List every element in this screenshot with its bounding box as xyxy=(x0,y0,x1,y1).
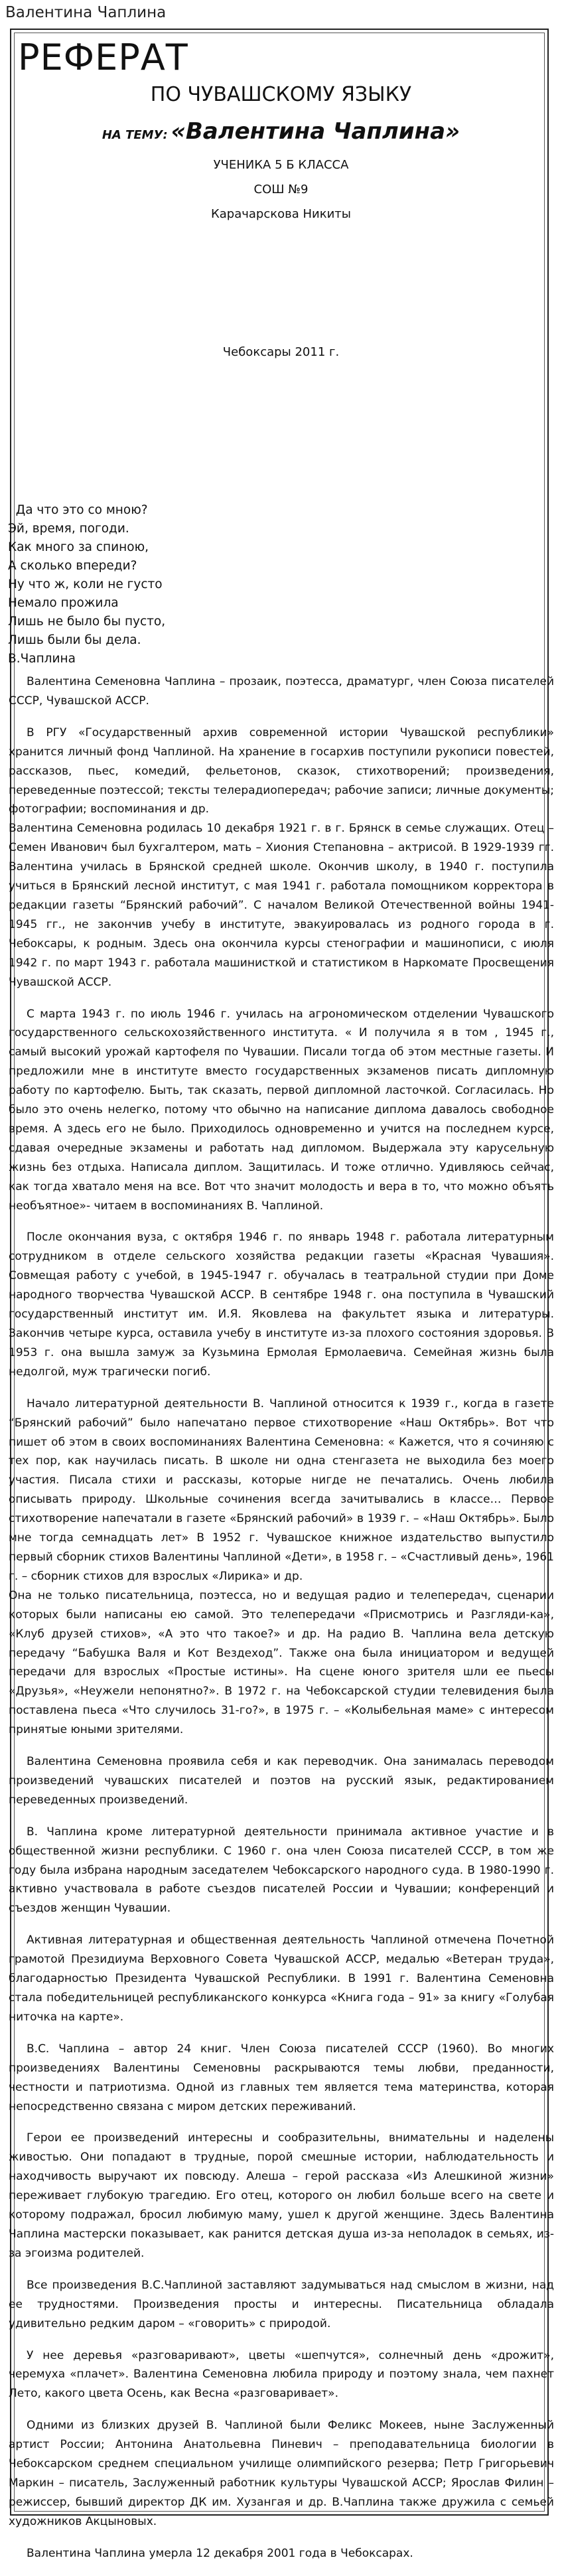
paragraph: Одними из близких друзей В. Чаплиной были Феликс Мокеев, ныне Заслуженный артист России; Антонина Анатольевна Пиневич – преподавательница биологии в Чебоксарском среднем специальном училище олимпийского резерва; Петр Григорьевич Маркин – писатель, Заслуженный работник культуры Чувашской АССР; Ярослав Филин – режиссер, бывший директор ДК им. Хузангая и др. В.Чаплина также дружила с семьей художников Акцыновых. xyxy=(9,2419,554,2528)
referat-heading: РЕФЕРАТ xyxy=(18,37,188,78)
city-year-line: Чебоксары 2011 г. xyxy=(222,345,340,359)
paragraph: В.С. Чаплина – автор 24 книг. Член Союза писателей СССР (1960). Во многих произведениях Валентины Семеновны раскрываются темы любви, преданности, честности и патриотизма. Одной из главных тем является тема материнства, которая непосредственно связана с миром детских переживаний. xyxy=(9,2042,554,2113)
paragraph: Валентина Семеновна проявила себя и как переводчик. Она занималась переводом произведений чувашских писателей и поэтов на русский язык, редактированием переведенных произведений. xyxy=(9,1755,554,1807)
theme-label: НА ТЕМУ: xyxy=(102,128,168,142)
paragraph: Активная литературная и общественная деятельность Чаплиной отмечена Почетной грамотой Президиума Верховного Совета Чувашской АССР, медалью «Ветеран труда», благодарностью Президента Чувашской Республики. В 1991 г. Валентина Семеновна стала победительницей республиканского конкурса «Книга года – 91» за книгу «Голубая ниточка на карте». xyxy=(9,1933,554,2024)
epigraph-poem: Да что это со мною? Эй, время, погоди. Как много за спиною, А сколько впереди? Ну что ж, коли не густо Немало прожила Лишь не было бы пусто, Лишь были бы дела. В.Чаплина xyxy=(8,503,166,666)
paragraph: Все произведения В.С.Чаплиной заставляют задумываться над смыслом в жизни, над ее трудностями. Произведения просты и интересны. Писательница обладала удивительно редким даром – «говорить» с природой. xyxy=(9,2278,554,2330)
document-title: Валентина Чаплина xyxy=(5,4,167,21)
paragraph: Валентина Семеновна Чаплина – прозаик, поэтесса, драматург, член Союза писателей СССР, Чувашской АССР. xyxy=(9,675,554,708)
article-body xyxy=(9,672,554,2576)
author-line: Карачарскова Никиты xyxy=(211,207,351,221)
theme-name: «Валентина Чаплина» xyxy=(171,118,460,145)
grade-line: УЧЕНИКА 5 Б КЛАССА xyxy=(213,158,349,172)
paragraph: В. Чаплина кроме литературной деятельности принимала активное участие и в общественной жизни республики. С 1960 г. она член Союза писателей СССР, в том же году была избрана народным заседателем Чебоксарского народного суда. В 1980-1990 г. активно участвовала в работе съездов писателей России и Чувашии; конференций и съездов женщин Чувашии. xyxy=(9,1825,554,1916)
paragraph: С марта 1943 г. по июль 1946 г. училась на агрономическом отделении Чувашского государственного сельскохозяйственного института. « И получила я в том , 1945 г., самый высокий урожай картофеля по Чувашии. Писали тогда об этом местные газеты. И предложили мне в институте вместо государственных экзаменов писать дипломную работу по картофелю. Быть, так сказать, первой дипломной ласточкой. Согласилась. Но было это очень нелегко, потому что обычно на написание диплома давалось свободное время. А здесь его не было. Приходилось одновременно и учится на последнем курсе, сдавая очередные экзамены и работать над дипломом. Выдержала эту карусельную жизнь без отдыха. Написала диплом. Защитилась. И тоже отлично. Удивляюсь сейчас, как тогда хватало меня на все. Вот что значит молодость и вера в то, что можно объять необъятное»- читаем в воспоминаниях В. Чаплиной. xyxy=(9,1007,554,1213)
paragraph: После окончания вуза, с октября 1946 г. по январь 1948 г. работала литературным сотрудником в отделе сельского хозяйства редакции газеты «Красная Чувашия». Совмещая работу с учебой, в 1945-1947 г. обучалась в театральной студии при Доме народного творчества Чувашской АССР. В сентябре 1948 г. она поступила в Чувашский государственный институт им. И.Я. Яковлева на факультет языка и литературы. Закончив четыре курса, оставила учебу в институте из-за плохого состояния здоровья. В 1953 г. она вышла замуж за Кузьмина Ермолая Ермолаевича. Семейная жизнь была недолгой, муж трагически погиб. xyxy=(9,1231,554,1379)
paragraph: Валентина Чаплина умерла 12 декабря 2001 года в Чебоксарах. xyxy=(27,2546,413,2560)
paragraph: У нее деревья «разговаривают», цветы «шепчутся», солнечный день «дрожит», черемуха «плачет». Валентина Семеновна любила природу и поэтому знала, чем пахнет Лето, какого цвета Осень, как Весна «разговаривает». xyxy=(9,2348,554,2401)
paragraph: Начало литературной деятельности В. Чаплиной относится к 1939 г., когда в газете “Брянский рабочий” было напечатано первое стихотворение «Наш Октябрь». Вот что пишет об этом в своих воспоминаниях Валентина Семеновна: « Кажется, что я сочиняю с тех пор, как научилась писать. В школе ни одна стенгазета не выходила без моего участия. Писала стихи и рассказы, которые нигде не печатались. Очень любила описывать природу. Школьные сочинения всегда зачитывались в классе… Первое стихотворение напечатали в газете «Брянский рабочий» в 1939 г. – «Наш Октябрь». Было мне тогда семнадцать лет» В 1952 г. Чувашское книжное издательство выпустило первый сборник стихов Валентины Чаплиной «Дети», в 1958 г. – «Счастливый день», 1961 г. – сборник стихов для взрослых «Лирика» и др. Она не только писательница, поэтесса, но и ведущая радио и телепередач, сценарии которых были написаны ею самой. Это телепередачи «Присмотрись и Разгляди-ка», «Клуб друзей стихов», «А это что такое?» и др. На радио В. Чаплина вела детскую передачу “Бабушка Валя и Кот Вездеход”. Также она была инициатором и ведущей передачи для взрослых «Простые истины». На сцене юного зрителя шли ее пьесы «Друзья», «Неужели непонятно?». В 1972 г. на Чебоксарской студии телевидения была поставлена пьеса «Что случилось 31-го?», в 1975 г. – «Колыбельная маме» с интересом принятые юными зрителями. xyxy=(9,1397,554,1737)
school-line: СОШ №9 xyxy=(253,183,309,196)
subject-heading: ПО ЧУВАШСКОМУ ЯЗЫКУ xyxy=(150,83,412,106)
paragraph: В РГУ «Государственный архив современной истории Чувашской республики» хранится личный фонд Чаплиной. На хранение в госархив поступили рукописи повестей, рассказов, пьес, комедий, фельетонов, сказок, стихотворений; произведения, переведенные поэтессой; тексты телерадиопередач; рабочие записи; личные документы; фотографии; воспоминания и др. Валентина Семеновна родилась 10 декабря 1921 г. в г. Брянск в семье служащих. Отец – Семен Иванович был бухгалтером, мать – Хиония Степановна – актрисой. В 1929-1939 гг. Валентина училась в Брянской средней школе. Окончив школу, в 1940 г. поступила учиться в Брянский лесной институт, с мая 1941 г. работала помощником корректора в редакции газеты “Брянский рабочий”. С началом Великой Отечественной войны 1941-1945 гг., не закончив учебу в институте, эвакуировалась из родного города в г. Чебоксары, к родным. Здесь она окончила курсы стенографии и машинописи, с июля 1942 г. по март 1943 г. работала машинисткой и статистиком в Наркомате Просвещения Чувашской АССР. xyxy=(9,725,554,989)
paragraph: Герои ее произведений интересны и сообразительны, внимательны и наделены живостью. Они попадают в трудные, порой смешные истории, наблюдательность и находчивость выручают их повсюду. Алеша – герой рассказа «Из Алешкиной жизни» переживает глубокую трагедию. Его отец, которого он любил больше всего на свете и которому подражал, бросил любимую маму, ушел к другой женщине. Здесь Валентина Чаплина мастерски показывает, как ранится детская душа из-за неполадок в семьях, из-за эгоизма родителей. xyxy=(9,2131,554,2260)
theme-line xyxy=(0,118,562,145)
